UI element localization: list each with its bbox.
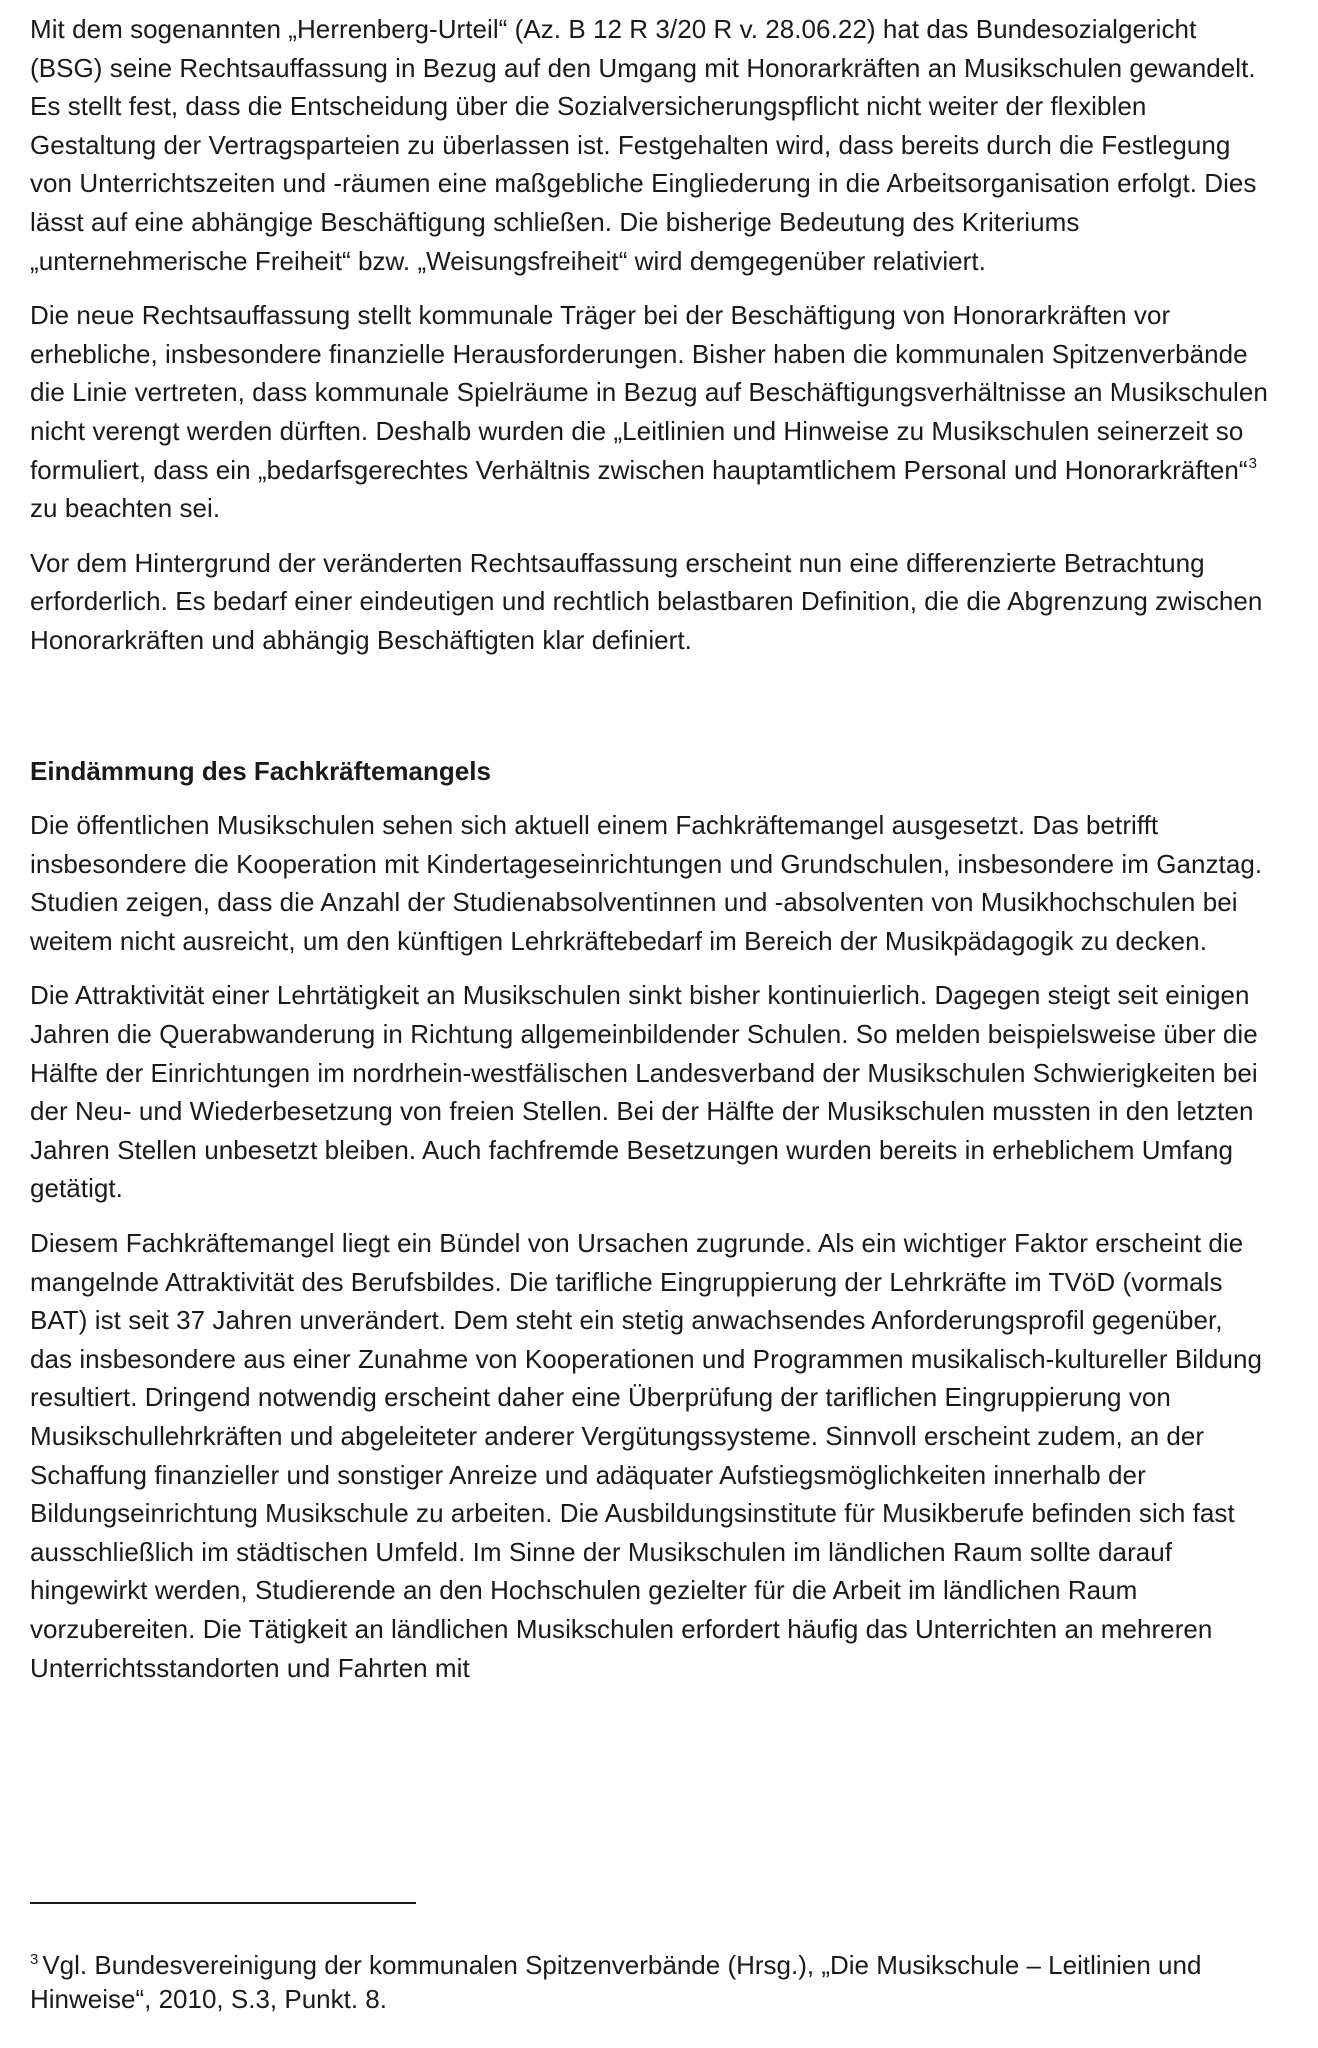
section-spacer (30, 676, 1270, 752)
footnote-text: Vgl. Bundesvereinigung der kommunalen Spitzenverbände (Hrsg.), „Die Musikschule – Leitlinien und Hinweise“, 2010, S.3, Punkt. 8. (30, 1950, 1202, 2014)
paragraph-rechtsauffassung-tail: zu beachten sei. (30, 493, 221, 524)
document-body (30, 10, 1270, 1703)
paragraph-ursachen: Diesem Fachkräftemangel liegt ein Bündel von Ursachen zugrunde. Als ein wichtiger Faktor erscheint die mangelnde Attraktivität des Berufsbildes. Die tarifliche Eingruppierung der Lehrkräfte im TVöD (vormals BAT) ist seit 37 Jahren unverändert. Dem steht ein stetig anwachsendes Anforderungsprofil gegenüber, das insbesondere aus einer Zunahme von Kooperationen und Programmen musikalisch-kultureller Bildung resultiert. Dringend notwendig erscheint daher eine Überprüfung der tariflichen Eingruppierung von Musikschullehrkräften und abgeleiteter anderer Vergütungssysteme. Sinnvoll erscheint zudem, an der Schaffung finanzieller und sonstiger Anreize und adäquater Aufstiegsmöglichkeiten innerhalb der Bildungseinrichtung Musikschule zu arbeiten. Die Ausbildungsinstitute für Musikberufe befinden sich fast ausschließlich im städtischen Umfeld. Im Sinne der Musikschulen im ländlichen Raum sollte darauf hingewirkt werden, Studierende an den Hochschulen gezielter für die Arbeit im ländlichen Raum vorzubereiten. Die Tätigkeit an ländlichen Musikschulen erfordert häufig das Unterrichten an mehreren Unterrichtsstandorten und Fahrten mit (30, 1228, 1262, 1683)
paragraph-differenzierte-betrachtung: Vor dem Hintergrund der veränderten Rechtsauffassung erscheint nun eine differenzierte Betrachtung erforderlich. Es bedarf einer eindeutigen und rechtlich belastbaren Definition, die die Abgrenzung zwischen Honorarkräften und abhängig Beschäftigten klar definiert. (30, 547, 1263, 655)
paragraph-herrenberg-urteil: Mit dem sogenannten „Herrenberg-Urteil“ (Az. B 12 R 3/20 R v. 28.06.22) hat das Bundesozialgericht (BSG) seine Rechtsauffassung in Bezug auf den Umgang mit Honorarkräften an Musikschulen gewandelt. Es stellt fest, dass die Entscheidung über die Sozialversicherungspflicht nicht weiter der flexiblen Gestaltung der Vertragsparteien zu überlassen ist. Festgehalten wird, dass bereits durch die Festlegung von Unterrichtszeiten und -räumen eine maßgebliche Eingliederung in die Arbeitsorganisation erfolgt. Dies lässt auf eine abhängige Beschäftigung schließen. Die bisherige Bedeutung des Kriteriums „unternehmerische Freiheit“ bzw. „Weisungsfreiheit“ wird demgegenüber relativiert. (30, 14, 1257, 276)
paragraph-attraktivitaet: Die Attraktivität einer Lehrtätigkeit an Musikschulen sinkt bisher kontinuierlich. Dagegen steigt seit einigen Jahren die Querabwanderung in Richtung allgemeinbildender Schulen. So melden beispielsweise über die Hälfte der Einrichtungen im nordrhein-westfälischen Landesverband der Musikschulen Schwierigkeiten bei der Neu- und Wiederbesetzung von freien Stellen. Bei der Hälfte der Musikschulen mussten in den letzten Jahren Stellen unbesetzt bleiben. Auch fachfremde Besetzungen wurden bereits in erheblichem Umfang getätigt. (30, 980, 1258, 1204)
footnote-number: 3 (30, 1951, 39, 1968)
footnote-separator (30, 1902, 416, 1904)
section-heading-fachkraeftemangel: Eindämmung des Fachkräftemangels (30, 755, 491, 786)
paragraph-fachkraeftemangel-intro: Die öffentlichen Musikschulen sehen sich aktuell einem Fachkräftemangel ausgesetzt. Das betrifft insbesondere die Kooperation mit Kindertageseinrichtungen und Grundschulen, insbesondere im Ganztag. Studien zeigen, dass die Anzahl der Studienabsolventinnen und -absolventen von Musikhochschulen bei weitem nicht ausreicht, um den künftigen Lehrkräftebedarf im Bereich der Musikpädagogik zu decken. (30, 810, 1263, 956)
footnote-reference[interactable]: 3 (1248, 454, 1257, 472)
paragraph-rechtsauffassung-text: Die neue Rechtsauffassung stellt kommunale Träger bei der Beschäftigung von Honorarkräften vor erhebliche, insbesondere finanzielle Herausforderungen. Bisher haben die kommunalen Spitzenverbände die Linie vertreten, dass kommunale Spielräume in Bezug auf Beschäftigungsverhältnisse an Musikschulen nicht verengt werden dürften. Deshalb wurden die „Leitlinien und Hinweise zu Musikschulen seinerzeit so formuliert, dass ein „bedarfsgerechtes Verhältnis zwischen hauptamtlichem Personal und Honorarkräften“ (30, 300, 1268, 485)
paragraph-rechtsauffassung (30, 296, 1270, 528)
footnote (30, 1948, 1270, 2016)
